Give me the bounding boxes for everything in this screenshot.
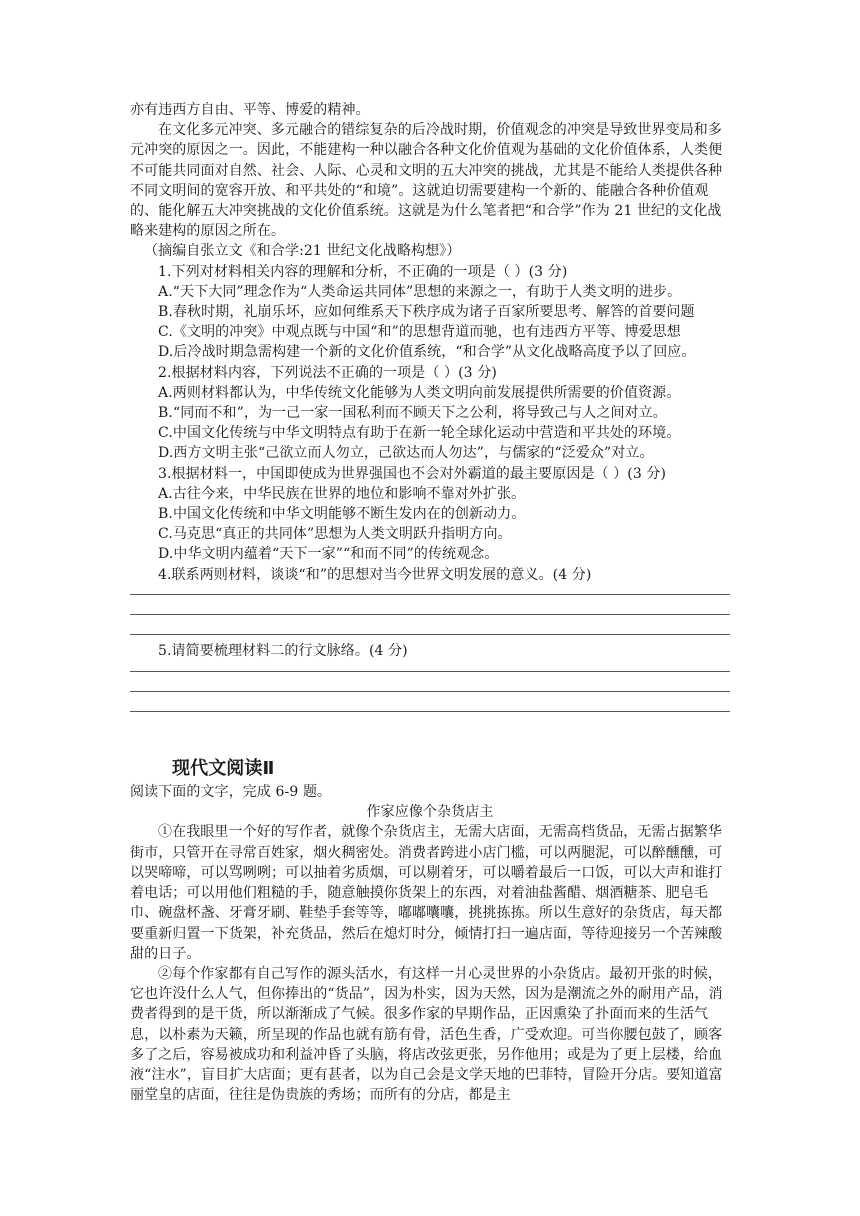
question-3-stem: 3.根据材料一，中国即使成为世界强国也不会对外霸道的最主要原因是（ ）(3 分) (158, 465, 667, 482)
question-1 (130, 262, 730, 363)
question-1-option-a: A.“天下大同”理念作为“人类命运共同体”思想的来源之一，有助于人类文明的进步。 (158, 283, 682, 300)
question-3 (130, 464, 730, 565)
question-1-option-d: D.后冷战时期急需构建一个新的文化价值系统，“和合学”从文化战略高度予以了回应。 (158, 344, 696, 361)
question-3-option-a: A.古往今来，中华民族在世界的地位和影响不靠对外扩张。 (158, 485, 526, 502)
question-2-stem: 2.根据材料内容，下列说法不正确的一项是（ ）(3 分) (158, 364, 497, 381)
answer-line (130, 711, 730, 712)
question-1-stem: 1.下列对材料相关内容的理解和分析，不正确的一项是（ ）(3 分) (158, 263, 568, 280)
question-2 (130, 363, 730, 464)
answer-line (130, 671, 730, 672)
question-1-option-b: B.春秋时期，礼崩乐坏，应如何维系天下秩序成为诸子百家所要思考、解答的首要问题 (158, 304, 695, 321)
question-3-option-c: C.马克思“真正的共同体”思想为人类文明跃升指明方向。 (158, 526, 512, 543)
question-3-option-d: D.中华文明内蕴着“天下一家”“和而不同”的传统观念。 (158, 546, 499, 563)
question-2-option-c: C.中国文化传统与中华文明特点有助于在新一轮全球化运动中营造和平共处的环境。 (158, 425, 681, 442)
article-title: 作家应像个杂货店主 (366, 804, 494, 821)
article-paragraph-1: ①在我眼里一个好的写作者，就像个杂货店主，无需大店面，无需高档货品，无需占据繁华街市，只管开在寻常百姓家，烟火稠密处。消费者跨进小店门槛，可以两腿泥，可以醉醺醺，可以哭啼啼，可以骂咧咧；可以抽着劣质烟，可以剔着牙，可以嚼着最后一口饭，可以大声和谁打着电话；可以用他们粗糙的手，随意触摸你货架上的东西，对着油盐酱醋、烟酒糖茶、肥皂毛巾、碗盘杯盏、牙膏牙刷、鞋垫手套等等，嘟嘟囔囔，挑挑拣拣。所以生意好的杂货店，每天都要重新归置一下货架，补充货品，然后在熄灯时分，倾情打扫一遍店面，等待迎接另一个苦辣酸甜的日子。 (130, 824, 723, 962)
section-instruction: 阅读下面的文字，完成 6-9 题。 (130, 784, 332, 801)
answer-line (130, 634, 730, 635)
document-page (130, 100, 730, 1105)
question-2-option-b: B.“同而不和”，为一己一家一国私利而不顾天下之公利，将导致己与人之间对立。 (158, 405, 667, 422)
answer-line (130, 614, 730, 615)
question-1-option-c: C.《文明的冲突》中观点既与中国“和”的思想背道而驰，也有违西方平等、博爱思想 (158, 324, 681, 341)
question-5-stem: 5.请简要梳理材料二的行文脉络。(4 分) (158, 642, 408, 659)
material-one-continuation: 亦有违西方自由、平等、博爱的精神。 (130, 102, 370, 118)
material-one-paragraph: 在文化多元冲突、多元融合的错综复杂的后冷战时期，价值观念的冲突是导致世界变局和多元冲突的原因之一。因此，不能建构一种以融合各种文化价值观为基础的文化价值体系，人类便不可能共同面对自然、社会、人际、心灵和文明的五大冲突的挑战，尤其是不能给人类提供各种不同文明间的宽容开放、和平共处的“和境”。这就迫切需要建构一个新的、能融合各种价值观的、能化解五大冲突挑战的文化价值系统。这就是为什么笔者把“和合学”作为 21 世纪的文化战略来建构的原因之所在。 (130, 122, 723, 240)
material-one-source: （摘编自张立文《和合学:21 世纪文化战略构想》） (144, 243, 461, 260)
question-2-option-a: A.两则材料都认为，中华传统文化能够为人类文明向前发展提供所需要的价值资源。 (158, 384, 681, 401)
answer-lines-q4 (130, 594, 730, 635)
answer-line (130, 691, 730, 692)
question-2-option-d: D.西方文明主张“己欲立而人勿立，己欲达而人勿达”，与儒家的“泛爱众”对立。 (158, 445, 654, 462)
section-title: 现代文阅读Ⅱ (172, 758, 275, 780)
question-3-option-b: B.中国文化传统和中华文明能够不断生发内在的创新动力。 (158, 506, 526, 523)
answer-line (130, 594, 730, 595)
question-4-stem: 4.联系两则材料，谈谈“和”的思想对当今世界文明发展的意义。(4 分) (158, 566, 592, 583)
answer-lines-q5 (130, 671, 730, 712)
article-paragraph-2: ②每个作家都有自己写作的源头活水，有这样一爿心灵世界的小杂货店。最初开张的时候，它也许没什么人气，但你捧出的“货品”，因为朴实，因为天然，因为是潮流之外的耐用产品，消费者得到的是干货，所以渐渐成了气候。很多作家的早期作品，正因熏染了扑面而来的生活气息，以朴素为天籁，所呈现的作品也就有筋有骨，活色生香，广受欢迎。可当你腰包鼓了，顾客多了之后，容易被成功和利益冲昏了头脑，将店改弦更张，另作他用；或是为了更上层楼，给血液“注水”，盲目扩大店面；更有甚者，以为自己会是文学天地的巴菲特，冒险开分店。要知道富丽堂皇的店面，往往是伪贵族的秀场；而所有的分店，都是主 (130, 965, 723, 1104)
